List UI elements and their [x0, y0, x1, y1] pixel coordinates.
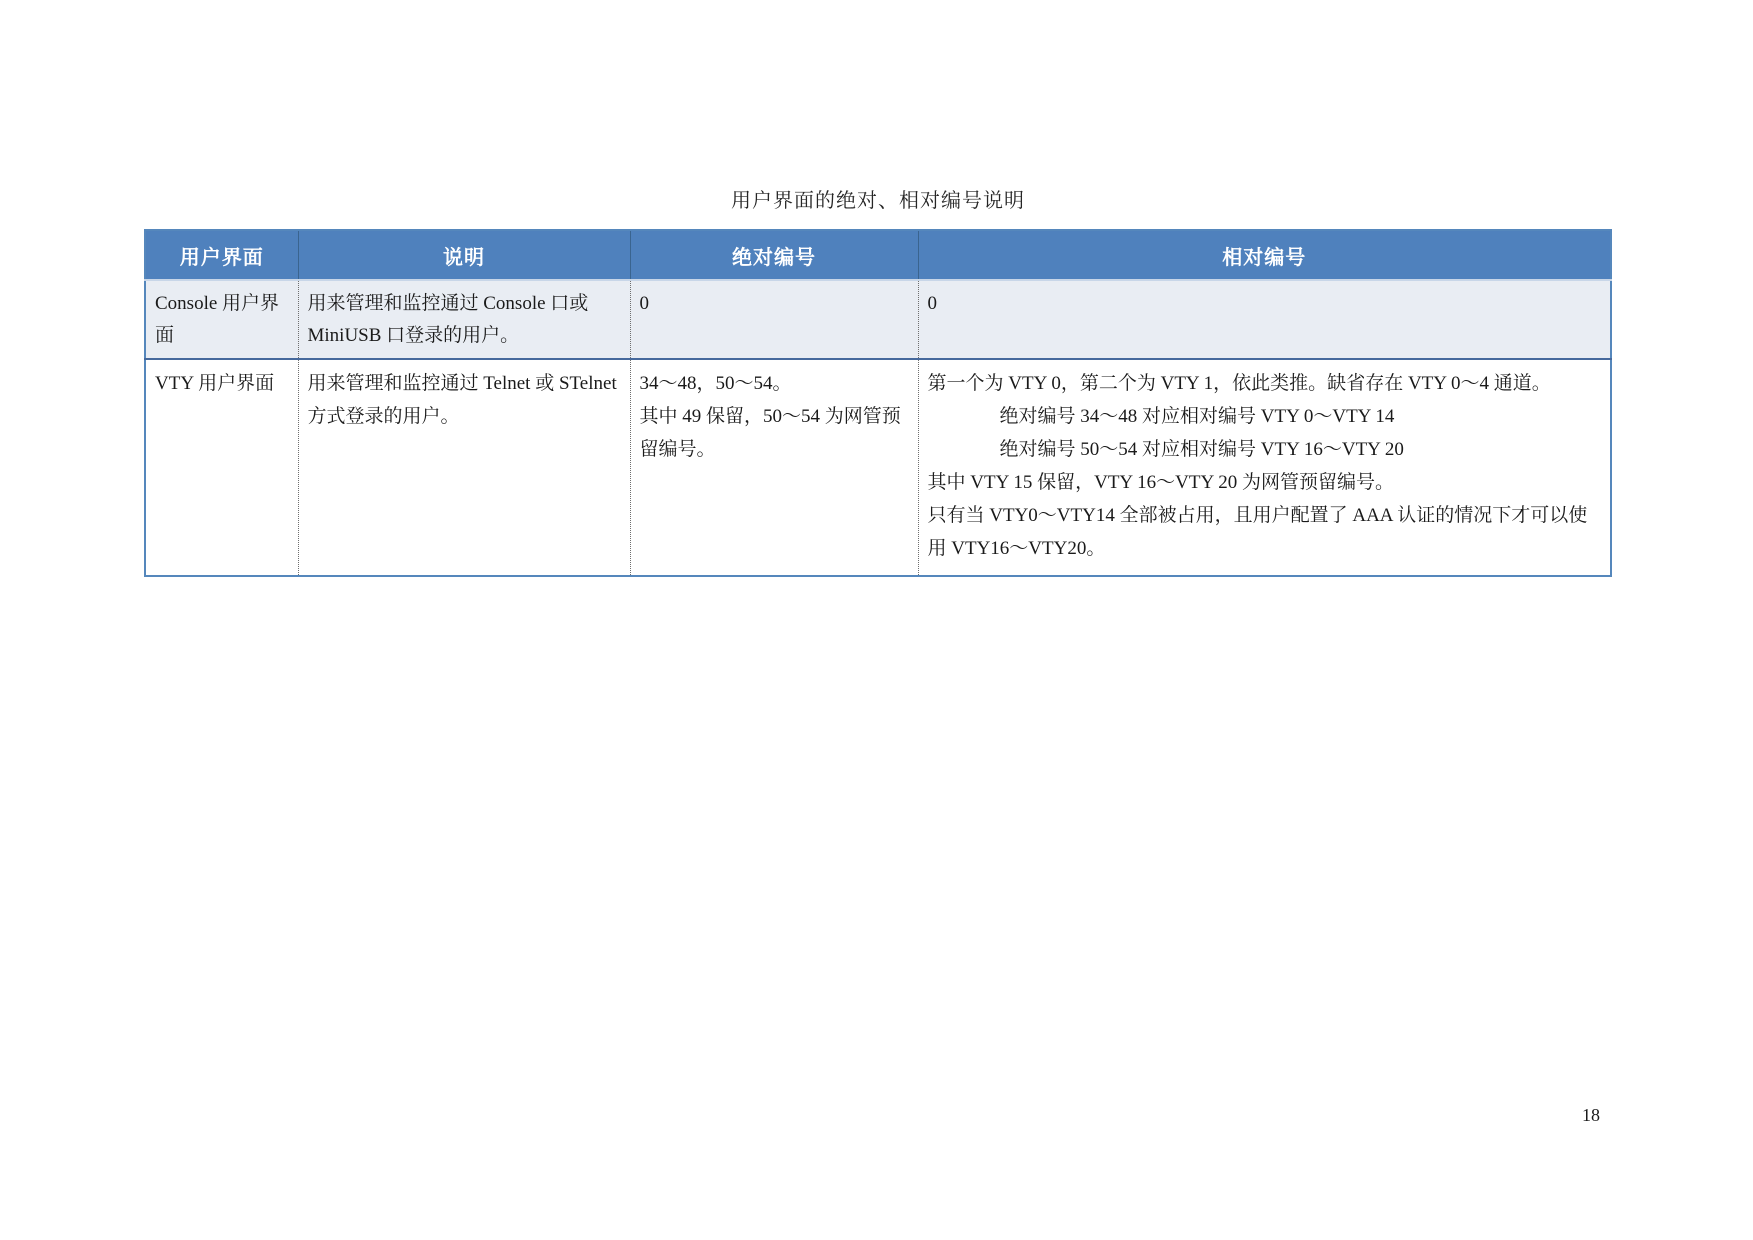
- cell-console-absolute-number: [630, 280, 918, 359]
- cell-paragraph: 34～48，50～54。: [639, 373, 792, 394]
- column-header-absolute-number: 绝对编号: [630, 230, 918, 280]
- cell-paragraph: VTY 用户界面: [155, 373, 275, 394]
- cell-console-interface: [145, 280, 298, 359]
- cell-paragraph: 用来管理和监控通过 Console 口或 MiniUSB 口登录的用户。: [307, 293, 589, 346]
- table-row-console: [145, 280, 1611, 359]
- cell-paragraph: 0: [639, 293, 649, 314]
- cell-vty-relative-number: [918, 359, 1611, 576]
- column-header-relative-number: 相对编号: [918, 230, 1611, 280]
- cell-paragraph: 只有当 VTY0～VTY14 全部被占用，且用户配置了 AAA 认证的情况下才可以使用 VTY16～VTY20。: [927, 505, 1588, 559]
- cell-paragraph: 绝对编号 34～48 对应相对编号 VTY 0～VTY 14: [999, 406, 1395, 427]
- cell-paragraph: 其中 VTY 15 保留，VTY 16～VTY 20 为网管预留编号。: [927, 472, 1395, 493]
- cell-vty-interface: [145, 359, 298, 576]
- column-header-user-interface: 用户界面: [145, 230, 298, 280]
- cell-paragraph: 0: [927, 293, 937, 314]
- table-title: 用户界面的绝对、相对编号说明: [731, 190, 1025, 212]
- cell-paragraph: Console 用户界面: [155, 293, 280, 346]
- table-header-row: [145, 230, 1611, 280]
- page-number: 18: [1582, 1105, 1600, 1125]
- cell-paragraph: 其中 49 保留，50～54 为网管预留编号。: [639, 406, 901, 460]
- column-header-description: 说明: [298, 230, 630, 280]
- cell-paragraph: 第一个为 VTY 0，第二个为 VTY 1，依此类推。缺省存在 VTY 0～4 通道。: [927, 373, 1551, 394]
- cell-vty-description: [298, 359, 630, 576]
- cell-console-relative-number: [918, 280, 1611, 359]
- cell-vty-absolute-number: [630, 359, 918, 576]
- table-row-vty: [145, 359, 1611, 576]
- cell-console-description: [298, 280, 630, 359]
- cell-paragraph: 用来管理和监控通过 Telnet 或 STelnet 方式登录的用户。: [307, 373, 617, 427]
- cell-paragraph: 绝对编号 50～54 对应相对编号 VTY 16～VTY 20: [999, 439, 1404, 460]
- user-interface-numbering-table: [144, 229, 1612, 577]
